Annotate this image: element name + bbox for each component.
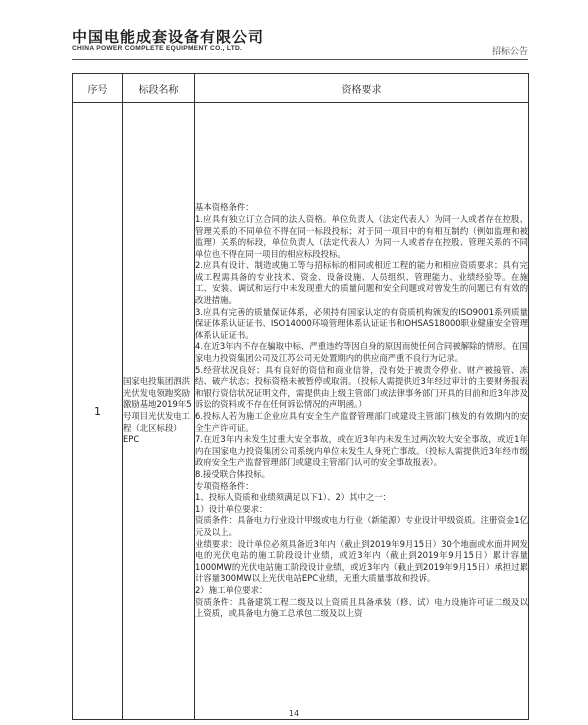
req-special-intro: 1、投标人资质和业绩须满足以下1）、2）其中之一：	[195, 492, 392, 503]
req-construction-heading: 2）施工单位要求：	[195, 584, 268, 595]
row-seq-cell: 1	[73, 103, 123, 720]
company-name-cn: 中国电能成套设备有限公司	[72, 28, 265, 46]
page-number: 14	[288, 709, 300, 718]
req-item-4: 4.在近3年内不存在骗取中标、严重违约等因自身的原因而使任何合同被解除的情形。在国家电力投资集团公司及江苏公司无处置期内的供应商严重不良行为记录。	[195, 341, 528, 364]
document-type: 招标公告	[491, 47, 528, 57]
table-row	[73, 103, 529, 720]
header-divider	[72, 59, 528, 60]
req-item-7: 7.在近3年内未发生过重大安全事故，或在近3年内未发生过两次较大安全事故，或近1年内在国家电力投资集团公司系统内单位未发生人身死亡事故。（投标人需提供近3年经市级政府安全生产监督管理部门或建设主管部门认可的安全事故报表）。	[195, 434, 528, 468]
req-construction-qualification: 资质条件：具备建筑工程二级及以上资质且具备承装（修、试）电力设施许可证二级及以上资质，或具备电力施工总承包二级及以上资	[195, 596, 528, 619]
company-name-en: CHINA POWER COMPLETE EQUIPMENT CO., LTD.	[72, 45, 243, 52]
column-header-seq: 序号	[73, 74, 123, 103]
page-header	[72, 26, 528, 58]
req-design-qualification: 资质条件：具备电力行业设计甲级或电力行业（新能源）专业设计甲级资质。注册资金1亿元及以上。	[195, 515, 528, 537]
req-special-heading: 专项资格条件：	[195, 480, 254, 491]
req-item-6: 6.投标人若为施工企业应具有安全生产监督管理部门或建设主管部门核发的有效期内的安全生产许可证。	[195, 411, 528, 433]
req-item-1: 1.应具有独立订立合同的法人资格。单位负责人（法定代表人）为同一人或者存在控股、管理关系的不同单位不得在同一标段投标；对于同一项目中的有相互制约（例如监理和被监理）关系的标段，单位负责人（法定代表人）为同一人或者存在控股、管理关系的不同单位也不得在同一项目的相应标段投标。	[195, 213, 528, 259]
req-item-3: 3.应具有完善的质量保证体系，必须持有国家认定的有资质机构颁发的ISO9001系列质量保证体系认证证书、ISO14000环境管理体系认证证书和OHSAS18000职业健康安全管理体系认证证书。	[195, 306, 528, 340]
req-design-performance: 业绩要求：设计单位必须具备近3年内（截止到2019年9月15日）30个地面或水面并网发电的光伏电站的施工阶段设计业绩，或近3年内（截止到2019年9月15日）累计容量1000MW的光伏电站施工阶段设计业绩，或近3年内（截止到2019年9月15日）承担过累计容量300MW以上光伏电站EPC业绩，无重大质量事故和投诉。	[195, 538, 529, 584]
column-header-requirements: 资格要求	[195, 74, 529, 103]
req-item-2: 2.应具有设计、制造或施工等与招标标的相同或相近工程的能力和相应资质要求；具有完成工程需具备的专业技术、资金、设备设施、人员组织、管理能力、业绩经验等。在施工、安装、调试和运行中未发现重大的质量问题和安全问题或对曾发生的问题已有有效的改进措施。	[195, 260, 528, 306]
req-design-heading: 1）设计单位要求：	[195, 503, 268, 514]
req-basic-heading: 基本资格条件：	[195, 202, 254, 213]
req-item-5: 5.经营状况良好；具有良好的资信和商业信誉，没有处于被责令停业、财产被接管、冻结、破产状态；投标资格未被暂停或取消。（投标人需提供近3年经过审计的主要财务报表和银行资信状况证明文件，需提供由上级主管部门或法律事务部门开具的目前和近3年涉及诉讼的资料或不存在任何诉讼情况的声明函。）	[195, 364, 528, 410]
table-header-row	[73, 74, 529, 103]
requirements-cell	[195, 103, 529, 720]
qualification-table	[72, 73, 529, 720]
section-name-cell: 国家电投集团泗洪光伏发电领跑奖励激励基地2019年5号项目光伏发电工程（北区标段）EPC	[123, 103, 195, 720]
column-header-section-name: 标段名称	[123, 74, 195, 103]
req-item-8: 8.接受联合体投标。	[195, 468, 270, 479]
